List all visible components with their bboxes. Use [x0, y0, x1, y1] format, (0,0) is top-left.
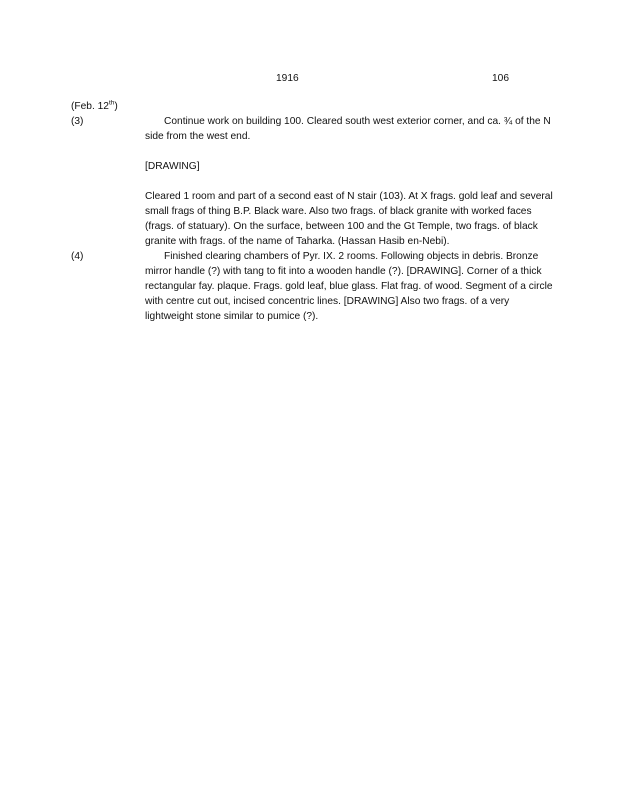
- entry-date-text: (Feb. 12: [71, 101, 109, 112]
- page-year: 1916: [276, 73, 299, 84]
- page-number: 106: [492, 73, 509, 84]
- entry-date-ordinal: th: [108, 99, 115, 107]
- drawing-placeholder: [DRAWING]: [145, 161, 200, 172]
- entry-paragraph: Cleared 1 room and part of a second east of N stair (103). At X frags. gold leaf and several small frags of thing B.P. Black ware. Also two frags. of black granite with worked faces (frags. of statuary). On the surface, between 100 and the Gt Temple, two frags. of black granite with frags. of the name of Taharka. (Hassan Hasib en-Nebi).: [145, 191, 553, 247]
- entry-date-close: ): [114, 101, 118, 112]
- entry-paragraph: Finished clearing chambers of Pyr. IX. 2 rooms. Following objects in debris. Bronze mirror handle (?) with tang to fit into a wooden handle (?). [DRAWING]. Corner of a thick rectangular fay. plaque. Frags. gold leaf, blue glass. Flat frag. of wood. Segment of a circle with centre cut out, incised concentric lines. [DRAWING] Also two frags. of a very lightweight stone similar to pumice (?).: [145, 251, 553, 322]
- entry-body: [145, 249, 555, 324]
- entry-paragraph: Continue work on building 100. Cleared south west exterior corner, and ca. ¾ of the N side from the west end.: [145, 116, 551, 142]
- entry-date: [71, 99, 118, 114]
- entry-body: [145, 114, 555, 249]
- entry-number: (3): [71, 116, 84, 127]
- entry-number: (4): [71, 251, 84, 262]
